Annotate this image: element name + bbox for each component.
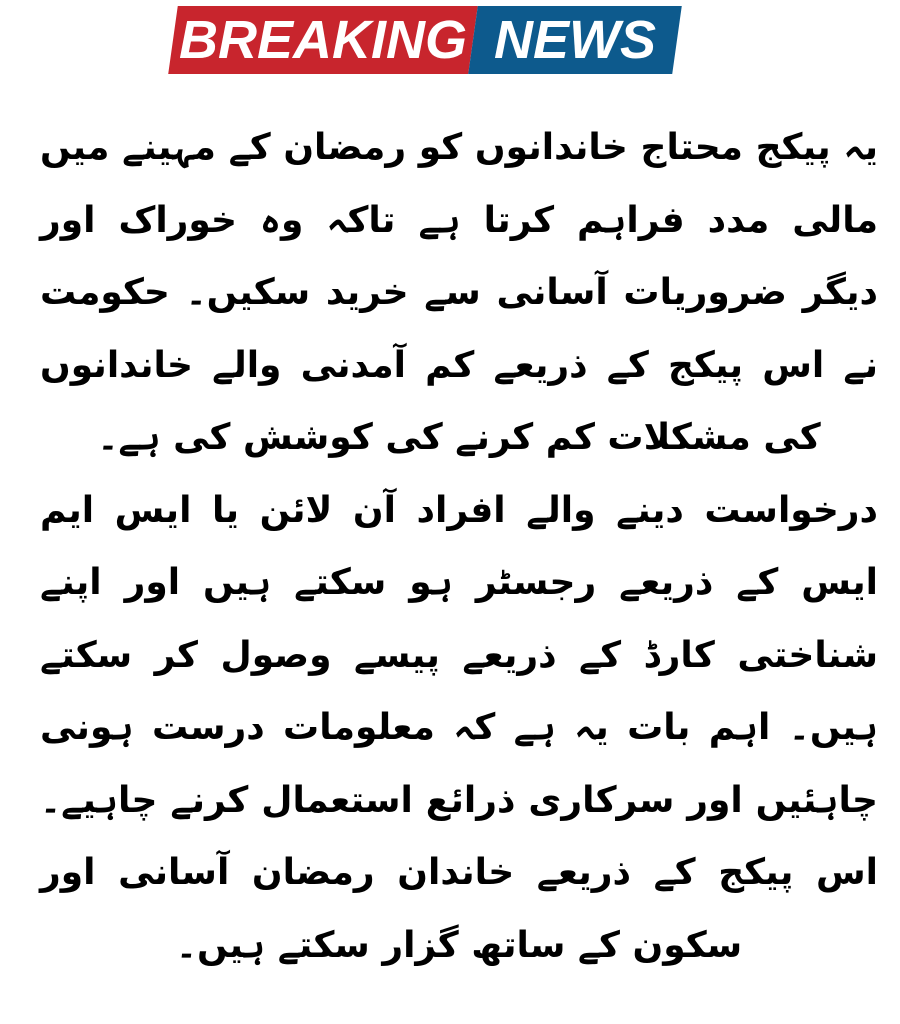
- breaking-news-banner: [168, 6, 682, 74]
- news-label-box: [468, 6, 682, 74]
- article-paragraph-1: یہ پیکج محتاج خاندانوں کو رمضان کے مہینے میں مالی مدد فراہم کرتا ہے تاکہ وہ خوراک اور دیگر ضروریات آسانی سے خرید سکیں۔ حکومت نے اس پیکج کے ذریعے کم آمدنی والے خاندانوں کی مشکلات کم کرنے کی کوشش کی ہے۔: [40, 127, 878, 458]
- breaking-label-box: [168, 6, 478, 74]
- article-body: [40, 112, 878, 982]
- breaking-label: BREAKING: [178, 10, 467, 70]
- article-paragraph-2: درخواست دینے والے افراد آن لائن یا ایس ایم ایس کے ذریعے رجسٹر ہو سکتے ہیں اور اپنے شناختی کارڈ کے ذریعے پیسے وصول کر سکتے ہیں۔ اہم بات یہ ہے کہ معلومات درست ہونی چاہئیں اور سرکاری ذرائع استعمال کرنے چاہیے۔ اس پیکج کے ذریعے خاندان رمضان آسانی اور سکون کے ساتھ گزار سکتے ہیں۔: [40, 489, 878, 966]
- news-label: NEWS: [494, 10, 656, 70]
